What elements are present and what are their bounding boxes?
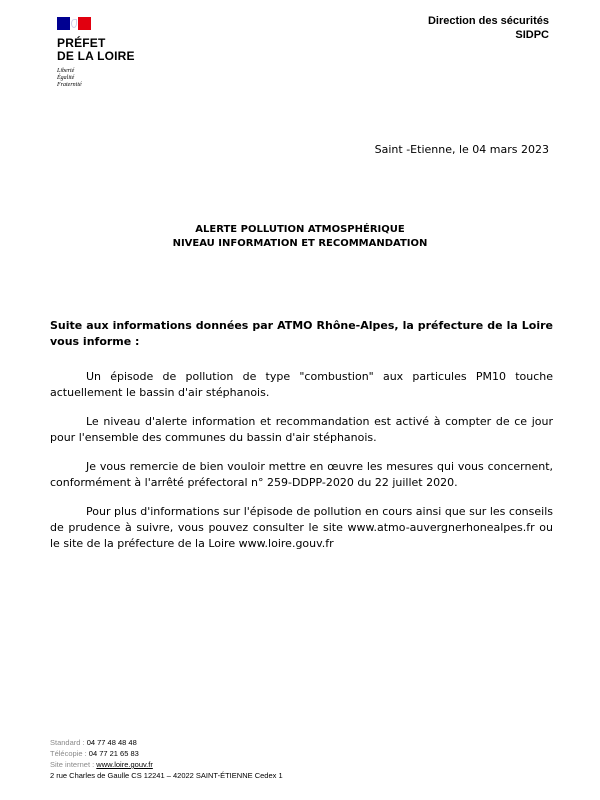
standard-value: 04 77 48 48 48 [86, 738, 137, 747]
logo-title [57, 37, 177, 63]
fax-label: Télécopie : [50, 749, 87, 758]
paragraph-alert-level: Le niveau d'alerte information et recommandation est activé à compter de ce jour pour l'ensemble des communes du bassin d'air stéphanois. [50, 415, 553, 444]
republic-motto [57, 68, 177, 89]
fax-value: 04 77 21 65 83 [88, 749, 139, 758]
document-title [0, 223, 600, 251]
intro-paragraph: Suite aux informations données par ATMO Rhône-Alpes, la préfecture de la Loire vous informe : [50, 319, 553, 348]
service-name: SIDPC [515, 29, 549, 41]
footer-fax [50, 748, 283, 759]
paragraph-measures: Je vous remercie de bien vouloir mettre en œuvre les mesures qui vous concernent, conformément à l'arrêté préfectoral n° 259-DDPP-2020 du 22 juillet 2020. [50, 460, 553, 489]
direction-name: Direction des sécurités [427, 15, 549, 27]
footer-standard [50, 737, 283, 748]
marianne-flag-icon [57, 17, 91, 30]
paragraph-pollution-episode: Un épisode de pollution de type "combustion" aux particules PM10 touche actuellement le bassin d'air stéphanois. [50, 370, 553, 399]
contact-footer [50, 737, 283, 781]
logo-line-1: PRÉFET [57, 36, 106, 50]
date-line: Saint -Etienne, le 04 mars 2023 [374, 143, 549, 156]
footer-address: 2 rue Charles de Gaulle CS 12241 – 42022 SAINT-ÉTIENNE Cedex 1 [50, 771, 283, 780]
standard-label: Standard : [50, 738, 85, 747]
document-body [50, 318, 553, 565]
footer-site [50, 759, 283, 770]
site-link[interactable]: www.loire.gouv.fr [96, 760, 153, 769]
motto-liberte: Liberté [57, 68, 75, 74]
title-line-2: NIVEAU INFORMATION ET RECOMMANDATION [172, 238, 428, 249]
logo-line-2: DE LA LOIRE [57, 49, 135, 63]
motto-egalite: Égalité [57, 75, 75, 81]
title-line-1: ALERTE POLLUTION ATMOSPHÉRIQUE [195, 224, 405, 235]
prefecture-logo [57, 17, 177, 89]
issuing-service [428, 14, 549, 42]
motto-fraternite: Fraternité [57, 82, 82, 88]
site-label: Site internet : [50, 760, 95, 769]
paragraph-more-info: Pour plus d'informations sur l'épisode de pollution en cours ainsi que sur les conseils de prudence à suivre, vous pouvez consulter le site www.atmo-auvergnerhonealpes.fr ou le site de la préfecture de la Loire www.loire.gouv.fr [50, 505, 553, 550]
